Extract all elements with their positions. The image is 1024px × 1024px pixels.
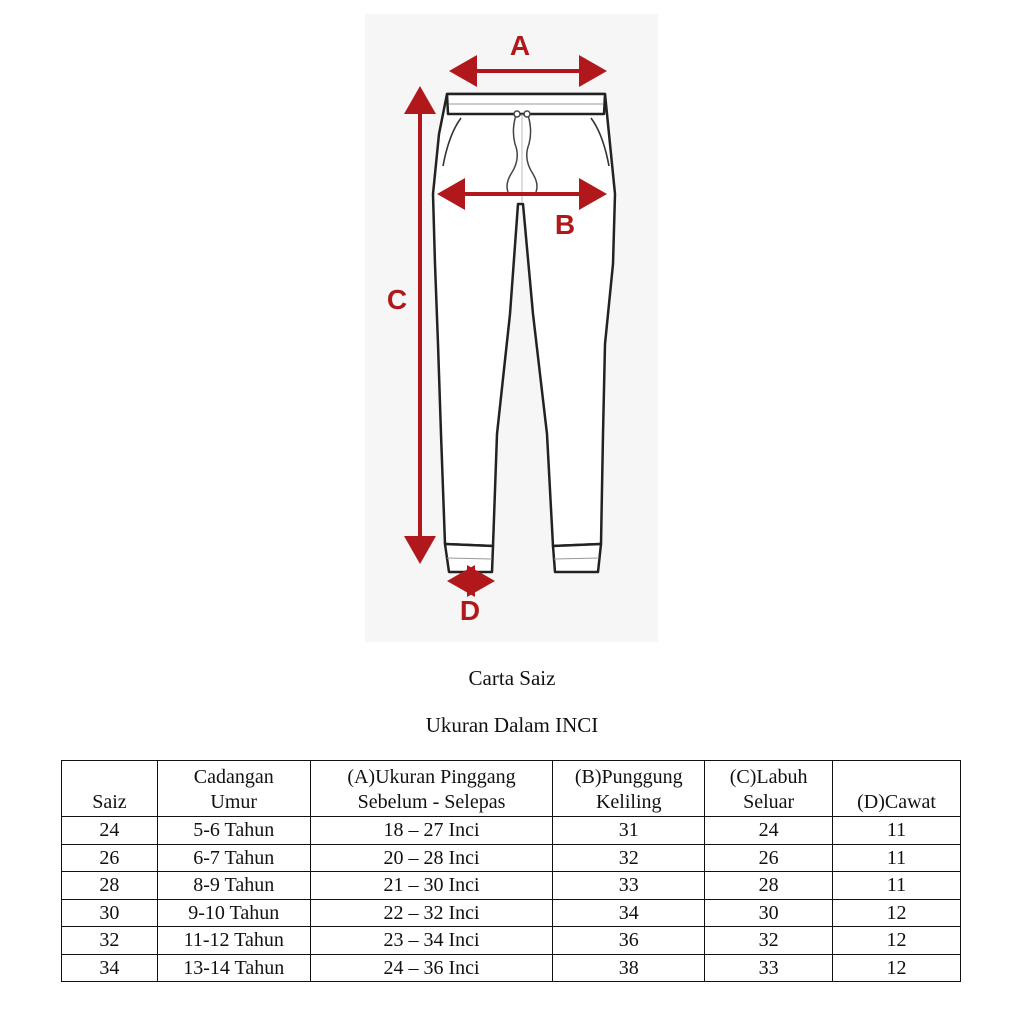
chart-title: Carta Saiz	[468, 666, 556, 690]
cell-umur: 9-10 Tahun	[157, 899, 310, 927]
cell-punggung: 38	[553, 954, 705, 982]
cell-saiz: 30	[62, 899, 158, 927]
cell-cawat: 12	[833, 899, 961, 927]
cell-saiz: 28	[62, 872, 158, 900]
label-a: A	[509, 30, 531, 61]
label-c: C	[386, 284, 408, 315]
cell-saiz: 34	[62, 954, 158, 982]
cell-pinggang: 22 – 32 Inci	[310, 899, 553, 927]
cell-saiz: 24	[62, 817, 158, 845]
header-punggung: (B)Punggung Keliling	[553, 761, 705, 817]
cell-saiz: 26	[62, 844, 158, 872]
cell-labuh: 32	[705, 927, 833, 955]
cell-pinggang: 24 – 36 Inci	[310, 954, 553, 982]
pants-diagram-panel	[365, 14, 658, 642]
header-cawat: (D)Cawat	[833, 761, 961, 817]
cell-labuh: 28	[705, 872, 833, 900]
cell-labuh: 30	[705, 899, 833, 927]
cell-punggung: 33	[553, 872, 705, 900]
header-saiz: Saiz	[62, 761, 158, 817]
table-row	[62, 817, 961, 845]
header-umur: Cadangan Umur	[157, 761, 310, 817]
cell-labuh: 24	[705, 817, 833, 845]
cell-punggung: 32	[553, 844, 705, 872]
cell-umur: 8-9 Tahun	[157, 872, 310, 900]
table-row	[62, 872, 961, 900]
cell-pinggang: 23 – 34 Inci	[310, 927, 553, 955]
cell-cawat: 11	[833, 844, 961, 872]
cell-pinggang: 21 – 30 Inci	[310, 872, 553, 900]
table-header-row	[62, 761, 961, 817]
header-labuh: (C)Labuh Seluar	[705, 761, 833, 817]
cell-labuh: 33	[705, 954, 833, 982]
cell-labuh: 26	[705, 844, 833, 872]
table-row	[62, 927, 961, 955]
table-row	[62, 954, 961, 982]
cell-cawat: 11	[833, 872, 961, 900]
label-d: D	[459, 595, 481, 626]
header-pinggang: (A)Ukuran Pinggang Sebelum - Selepas	[310, 761, 553, 817]
cell-pinggang: 20 – 28 Inci	[310, 844, 553, 872]
cell-umur: 6-7 Tahun	[157, 844, 310, 872]
cell-cawat: 11	[833, 817, 961, 845]
chart-subtitle: Ukuran Dalam INCI	[425, 713, 599, 737]
size-table	[61, 760, 961, 982]
cell-punggung: 31	[553, 817, 705, 845]
pants-outline	[433, 94, 615, 572]
cell-punggung: 34	[553, 899, 705, 927]
table-row	[62, 899, 961, 927]
label-b: B	[554, 209, 576, 240]
cell-umur: 11-12 Tahun	[157, 927, 310, 955]
cell-pinggang: 18 – 27 Inci	[310, 817, 553, 845]
cell-umur: 13-14 Tahun	[157, 954, 310, 982]
cell-umur: 5-6 Tahun	[157, 817, 310, 845]
cell-punggung: 36	[553, 927, 705, 955]
cell-saiz: 32	[62, 927, 158, 955]
cell-cawat: 12	[833, 927, 961, 955]
table-row	[62, 844, 961, 872]
pants-diagram	[365, 14, 658, 642]
cell-cawat: 12	[833, 954, 961, 982]
